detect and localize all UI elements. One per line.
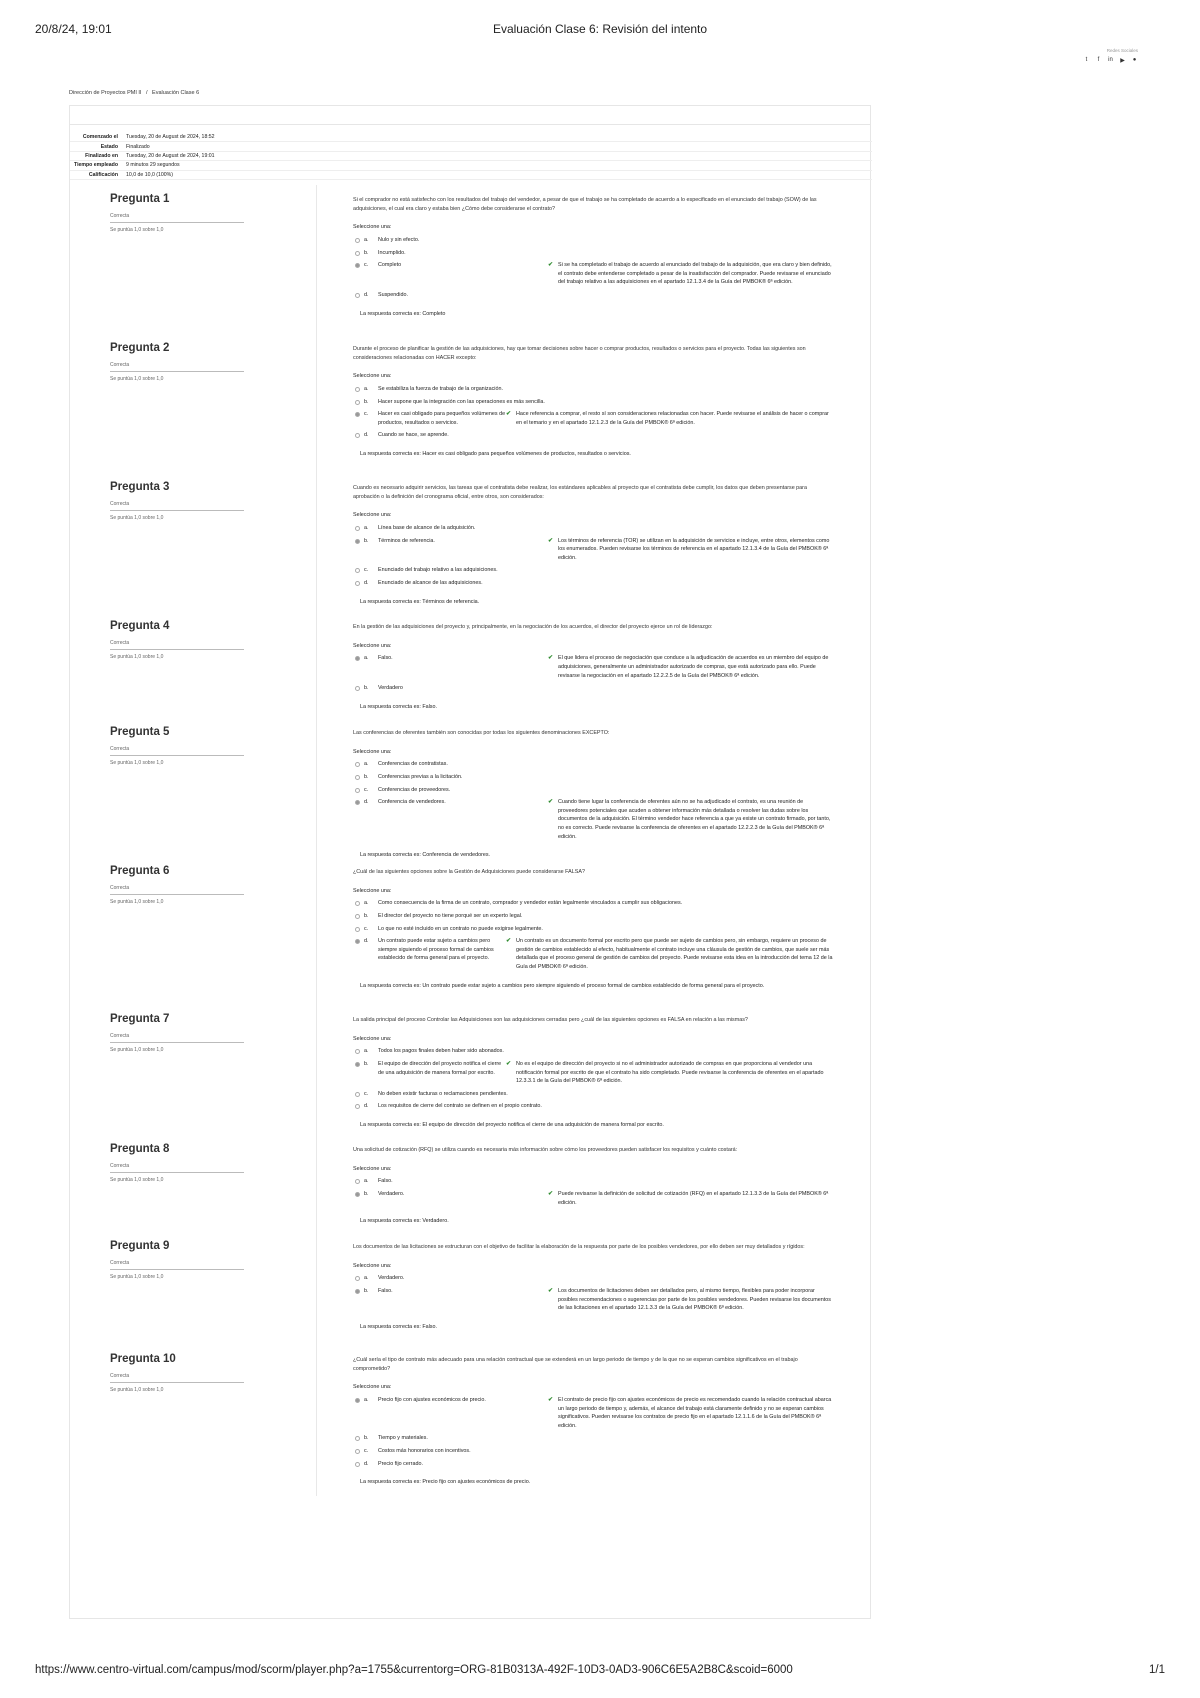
answer-option[interactable] xyxy=(353,1396,834,1431)
option-label: Hacer es casi obligado para pequeños volúmenes de productos, resultados o servicios. xyxy=(378,411,506,426)
question-number: Pregunta 9 xyxy=(110,1240,170,1252)
option-label: Conferencias de contratistas. xyxy=(378,761,448,768)
radio-button[interactable] xyxy=(355,1049,360,1054)
correct-check-icon: ✔ xyxy=(548,537,554,544)
option-letter: b. xyxy=(364,1190,369,1197)
option-label: Falso. xyxy=(378,1178,393,1185)
print-url: https://www.centro-virtual.com/campus/mod/scorm/player.php?a=1755&currentorg=ORG-81B0313A-492F-10D3-0AD3-906C6E5A2B8C&scoid=6000 xyxy=(35,1664,793,1676)
question-block xyxy=(70,612,872,718)
question-grade: Se puntúa 1,0 sobre 1,0 xyxy=(110,899,164,905)
option-label: Conferencias previas a la licitación. xyxy=(378,773,463,780)
summary-value: Tuesday, 20 de August de 2024, 19:01 xyxy=(122,151,872,160)
answer-option[interactable] xyxy=(353,1060,834,1086)
question-grade: Se puntúa 1,0 sobre 1,0 xyxy=(110,1274,164,1280)
option-label: Cuando se hace, se aprende. xyxy=(378,432,449,439)
option-label: Falso. xyxy=(378,1287,393,1294)
answer-option[interactable] xyxy=(353,798,834,841)
radio-button[interactable] xyxy=(355,939,360,944)
question-state: Correcta xyxy=(110,1033,244,1043)
answer-option[interactable] xyxy=(353,1447,834,1456)
print-footer xyxy=(35,1664,1165,1680)
option-letter: b. xyxy=(364,685,369,692)
breadcrumb-separator: / xyxy=(145,90,148,96)
radio-button[interactable] xyxy=(355,762,360,767)
option-label: Verdadero. xyxy=(378,1190,405,1197)
question-content xyxy=(316,1005,872,1135)
option-label: Completo xyxy=(378,262,402,269)
print-header xyxy=(35,22,1165,38)
option-feedback: Hace referencia a comprar, el resto sí son consideraciones relacionadas con hacer. Puede revisarse el análisis de hacer o comprar en el temario y en el apartado 12.1.2.3 de la Guía del PMBOK® 6ª edición. xyxy=(516,411,829,426)
question-content xyxy=(316,1232,872,1345)
question-state: Correcta xyxy=(110,885,244,895)
radio-button[interactable] xyxy=(355,1449,360,1454)
question-state: Correcta xyxy=(110,1373,244,1383)
social-icon-row xyxy=(1083,57,1138,64)
answer-option[interactable] xyxy=(353,249,834,258)
radio-button[interactable] xyxy=(355,656,360,661)
option-letter: d. xyxy=(364,432,369,439)
radio-button[interactable] xyxy=(355,1192,360,1197)
question-info xyxy=(70,473,316,612)
radio-button[interactable] xyxy=(355,400,360,405)
answer-option[interactable] xyxy=(353,899,834,908)
question-text: Durante el proceso de planificar la gestión de las adquisiciones, hay que tomar decisiones sobre hacer o comprar productos, resultados o servicios para el proyecto. Todas las siguientes son consideraciones relacionadas con HACER excepto: xyxy=(353,346,806,361)
option-label: Costos más honorarios con incentivos. xyxy=(378,1448,471,1455)
answer-option[interactable] xyxy=(353,773,834,782)
summary-row xyxy=(70,142,872,151)
review-topbar xyxy=(70,108,870,125)
correct-check-icon: ✔ xyxy=(548,1190,554,1197)
option-label: El director del proyecto no tiene porqué ser un experto legal. xyxy=(378,912,523,919)
print-title: Evaluación Clase 6: Revisión del intento xyxy=(492,22,708,36)
question-state: Correcta xyxy=(110,640,244,650)
correct-answer-text: La respuesta correcta es: Conferencia de vendedores. xyxy=(360,852,491,859)
answer-option[interactable] xyxy=(353,786,834,795)
twitter-icon[interactable]: t xyxy=(1085,57,1088,63)
option-label: Línea base de alcance de la adquisición. xyxy=(378,524,476,531)
option-letter: d. xyxy=(364,799,369,806)
question-content xyxy=(316,185,872,334)
answer-option[interactable] xyxy=(353,410,834,427)
summary-value: 10,0 de 10,0 (100%) xyxy=(122,170,872,179)
option-letter: a. xyxy=(364,900,369,907)
option-label: Los requisitos de cierre del contrato se definen en el propio contrato. xyxy=(378,1103,542,1110)
question-block xyxy=(70,473,872,612)
option-letter: c. xyxy=(364,786,369,793)
question-block xyxy=(70,1005,872,1135)
question-block xyxy=(70,1232,872,1345)
answer-option[interactable] xyxy=(353,760,834,769)
radio-button[interactable] xyxy=(355,800,360,805)
quiz-review-panel xyxy=(69,105,871,1619)
question-text: Cuando es necesario adquirir servicios, las tareas que el contratista debe realizar, los estándares aplicables al proyecto que el contratista debe cumplir, los datos que deben presentarse para aprobación o la definición del cronograma oficial, entre otros, son considerados: xyxy=(353,485,807,500)
radio-button[interactable] xyxy=(355,1276,360,1281)
print-page-count: 1/1 xyxy=(1149,1664,1165,1676)
answer-option[interactable] xyxy=(353,912,834,921)
answer-option[interactable] xyxy=(353,654,834,680)
question-number: Pregunta 4 xyxy=(110,620,170,632)
answer-prompt: Seleccione una: xyxy=(353,1035,392,1042)
question-text: ¿Cuál de las siguientes opciones sobre la Gestión de Adquisiciones puede considerarse FALSA? xyxy=(353,869,585,875)
option-feedback: El que lidera el proceso de negociación que conduce a la adjudicación de acuerdos es un miembro del equipo de adquisiciones, generalmente un administrador autorizado de compras, que está autorizado para ello. Puede revisarse la negociación en el apartado 12.2.2.5 de la Guía del PMBOK® 6ª edición. xyxy=(558,655,829,679)
option-feedback: El contrato de precio fijo con ajustes económicos de precio es recomendado cuando la relación contractual abarca un largo periodo de tiempo y, además, el alcance del trabajo está claramente definido y no se esperan cambios significativos. Pueden revisarse los contratos de precio fijo en el apartado 12.1.1.6 de la Guía del PMBOK® 6ª edición. xyxy=(558,1396,832,1429)
question-state: Correcta xyxy=(110,362,244,372)
option-label: Precio fijo con ajustes económicos de precio. xyxy=(378,1396,486,1403)
radio-button[interactable] xyxy=(355,526,360,531)
option-letter: b. xyxy=(364,912,369,919)
question-block xyxy=(70,1135,872,1232)
question-grade: Se puntúa 1,0 sobre 1,0 xyxy=(110,515,164,521)
correct-check-icon: ✔ xyxy=(548,1287,554,1294)
summary-key: Tiempo empleado xyxy=(70,161,122,170)
answer-option[interactable] xyxy=(353,1434,834,1443)
question-block xyxy=(70,185,872,334)
question-number: Pregunta 10 xyxy=(110,1353,176,1365)
radio-button[interactable] xyxy=(355,412,360,417)
option-letter: c. xyxy=(364,1448,369,1455)
option-feedback: Cuando tiene lugar la conferencia de oferentes aún no se ha adjudicado el contrato, es una reunión de proveedores potenciales que acuden a obtener información más detallada o resolver las dudas sobre los documentos de la adquisición. El término vendedor hace referencia a que ya existe un contrato firmado, por tanto, no es correcto. Puede revisarse la conferencia de oferentes en el apartado 12.2.2.3 de la Guía del PMBOK® 6ª edición. xyxy=(558,799,831,840)
question-grade: Se puntúa 1,0 sobre 1,0 xyxy=(110,654,164,660)
option-letter: c. xyxy=(364,567,369,574)
question-number: Pregunta 7 xyxy=(110,1013,170,1025)
summary-key: Estado xyxy=(70,142,122,151)
option-letter: b. xyxy=(364,537,369,544)
breadcrumb-current[interactable]: Evaluación Clase 6 xyxy=(152,90,200,96)
summary-value: 9 minutos 29 segundos xyxy=(122,161,872,170)
option-letter: a. xyxy=(364,1396,369,1403)
question-grade: Se puntúa 1,0 sobre 1,0 xyxy=(110,1047,164,1053)
question-state: Correcta xyxy=(110,501,244,511)
option-letter: b. xyxy=(364,773,369,780)
answer-option[interactable] xyxy=(353,524,834,533)
question-info xyxy=(70,334,316,473)
question-number: Pregunta 1 xyxy=(110,193,170,205)
linkedin-icon[interactable]: in xyxy=(1108,57,1113,63)
question-info xyxy=(70,1345,316,1496)
option-letter: b. xyxy=(364,1435,369,1442)
answer-option[interactable] xyxy=(353,1090,834,1099)
question-state: Correcta xyxy=(110,1260,244,1270)
radio-button[interactable] xyxy=(355,1289,360,1294)
question-info xyxy=(70,612,316,718)
question-content xyxy=(316,612,872,718)
radio-button[interactable] xyxy=(355,433,360,438)
option-label: Conferencias de proveedores. xyxy=(378,786,451,793)
radio-button[interactable] xyxy=(355,293,360,298)
option-letter: a. xyxy=(364,236,369,243)
question-info xyxy=(70,718,316,857)
correct-answer-text: La respuesta correcta es: Falso. xyxy=(360,703,438,710)
question-number: Pregunta 3 xyxy=(110,481,170,493)
answer-prompt: Seleccione una: xyxy=(353,1262,392,1269)
option-letter: a. xyxy=(364,761,369,768)
answer-option[interactable] xyxy=(353,385,834,394)
summary-row xyxy=(70,170,872,179)
option-letter: b. xyxy=(364,398,369,405)
correct-answer-text: La respuesta correcta es: Términos de referencia. xyxy=(360,598,480,605)
option-letter: d. xyxy=(364,1460,369,1467)
question-info xyxy=(70,1232,316,1345)
facebook-icon[interactable]: f xyxy=(1097,57,1100,63)
summary-key: Finalizado en xyxy=(70,151,122,160)
radio-button[interactable] xyxy=(355,1398,360,1403)
radio-button[interactable] xyxy=(355,1092,360,1097)
summary-value: Finalizado xyxy=(122,142,872,151)
correct-answer-text: La respuesta correcta es: Completo xyxy=(360,310,446,317)
question-text: La salida principal del proceso Controlar las Adquisiciones son las adquisiciones cerradas pero ¿cuál de las siguientes opciones es FALSA en relación a las mismas? xyxy=(353,1017,748,1023)
option-letter: c. xyxy=(364,262,369,269)
option-label: Verdadero. xyxy=(378,1275,405,1282)
option-label: Falso. xyxy=(378,655,393,662)
radio-button[interactable] xyxy=(355,788,360,793)
option-letter: a. xyxy=(364,385,369,392)
answer-option[interactable] xyxy=(353,684,834,693)
option-label: El equipo de dirección del proyecto notifica el cierre de una adquisición de manera formal por escrito. xyxy=(378,1060,502,1076)
question-block xyxy=(70,334,872,473)
answer-option[interactable] xyxy=(353,566,834,575)
option-label: Suspendido. xyxy=(378,292,408,299)
question-info xyxy=(70,1135,316,1232)
radio-button[interactable] xyxy=(355,901,360,906)
option-letter: b. xyxy=(364,1060,369,1067)
question-content xyxy=(316,1135,872,1232)
answer-option[interactable] xyxy=(353,431,834,440)
answer-option[interactable] xyxy=(353,537,834,563)
option-letter: b. xyxy=(364,249,369,256)
question-state: Correcta xyxy=(110,746,244,756)
radio-button[interactable] xyxy=(355,581,360,586)
question-grade: Se puntúa 1,0 sobre 1,0 xyxy=(110,1387,164,1393)
option-letter: a. xyxy=(364,1178,369,1185)
radio-button[interactable] xyxy=(355,387,360,392)
option-label: Enunciado del trabajo relativo a las adquisiciones. xyxy=(378,567,498,574)
option-feedback: Los documentos de licitaciones deben ser detallados pero, al mismo tiempo, flexibles para poder incorporar posibles recomendaciones o sugerencias por parte de los posibles vendedores. Pueden revisarse los documentos de las licitaciones en el apartado 12.1.3.3 de la Guía del PMBOK® 6ª edición. xyxy=(558,1287,831,1312)
answer-option[interactable] xyxy=(353,1047,834,1056)
answer-prompt: Seleccione una: xyxy=(353,1384,392,1391)
answer-option[interactable] xyxy=(353,1274,834,1283)
question-text: En la gestión de las adquisiciones del proyecto y, principalmente, en la negociación de los acuerdos, el director del proyecto ejerce un rol de liderazgo: xyxy=(353,624,713,630)
question-text: ¿Cuál sería el tipo de contrato más adecuado para una relación contractual que se extenderá en un largo periodo de tiempo y de la que no se esperan cambios significativos en el trabajo comprometido? xyxy=(353,1357,798,1372)
option-letter: d. xyxy=(364,580,369,587)
option-letter: a. xyxy=(364,1048,369,1055)
question-content xyxy=(316,718,872,857)
question-block xyxy=(70,857,872,1005)
youtube-icon[interactable]: ▶ xyxy=(1120,58,1125,64)
question-list xyxy=(70,185,872,1496)
answer-option[interactable] xyxy=(353,579,834,588)
answer-prompt: Seleccione una: xyxy=(353,373,392,380)
option-label: Hacer supone que la integración con las operaciones es más sencilla. xyxy=(378,398,545,405)
answer-option[interactable] xyxy=(353,937,834,972)
option-letter: d. xyxy=(364,938,369,945)
answer-option[interactable] xyxy=(353,291,834,300)
radio-button[interactable] xyxy=(355,686,360,691)
question-content xyxy=(316,334,872,473)
question-number: Pregunta 5 xyxy=(110,726,170,738)
answer-prompt: Seleccione una: xyxy=(353,887,392,894)
answer-option[interactable] xyxy=(353,236,834,245)
radio-button[interactable] xyxy=(355,1179,360,1184)
attempt-summary-table xyxy=(70,133,872,180)
correct-check-icon: ✔ xyxy=(548,1396,554,1403)
radio-button[interactable] xyxy=(355,775,360,780)
radio-button[interactable] xyxy=(355,927,360,932)
answer-option[interactable] xyxy=(353,1177,834,1186)
option-feedback: Si se ha completado el trabajo de acuerdo al enunciado del trabajo de la adquisición, que era claro y bien definido, el contrato debe entenderse completado a pesar de la insatisfacción del comprador. Puede revisarse el enunciado del trabajo relativo a las adquisiciones en el apartado 12.1.3.4 de la Guía del PMBOK® 6ª edición. xyxy=(558,262,832,286)
social-label: Redes Sociales xyxy=(1106,48,1138,53)
question-grade: Se puntúa 1,0 sobre 1,0 xyxy=(110,760,164,766)
option-label: Todos los pagos finales deben haber sido abonados. xyxy=(378,1048,504,1055)
answer-option[interactable] xyxy=(353,1460,834,1469)
radio-button[interactable] xyxy=(355,914,360,919)
correct-check-icon: ✔ xyxy=(548,799,554,806)
option-letter: d. xyxy=(364,292,369,299)
answer-option[interactable] xyxy=(353,1287,834,1313)
correct-check-icon: ✔ xyxy=(548,655,554,662)
print-date: 20/8/24, 19:01 xyxy=(35,22,112,36)
question-text: Los documentos de las licitaciones se estructuran con el objetivo de facilitar la elaboración de la respuesta por parte de los posibles vendedores, por ello deben ser muy detallados y rígidos: xyxy=(353,1244,805,1250)
summary-value: Tuesday, 20 de August de 2024, 18:52 xyxy=(122,133,872,142)
question-state: Correcta xyxy=(110,1163,244,1173)
radio-button[interactable] xyxy=(355,539,360,544)
option-label: Tiempo y materiales. xyxy=(378,1435,428,1442)
question-number: Pregunta 6 xyxy=(110,865,170,877)
question-number: Pregunta 8 xyxy=(110,1143,170,1155)
answer-option[interactable] xyxy=(353,1190,834,1207)
option-feedback: No es el equipo de dirección del proyecto si no el administrador autorizado de compras en que proporciona al vendedor una notificación formal por escrito de que el contrato ha sido completado. Puede revisarse la conferencia de oferentes en el apartado 12.3.3.1 de la Guía del PMBOK® 6ª edición. xyxy=(516,1060,824,1085)
correct-answer-text: La respuesta correcta es: Falso. xyxy=(360,1323,438,1330)
summary-row xyxy=(70,133,872,142)
question-number: Pregunta 2 xyxy=(110,342,170,354)
correct-answer-text: La respuesta correcta es: Un contrato puede estar sujeto a cambios pero siempre siguiendo el proceso formal de cambios establecido de forma general para el proyecto. xyxy=(360,982,765,989)
correct-answer-text: La respuesta correcta es: Precio fijo con ajustes económicos de precio. xyxy=(360,1479,531,1486)
correct-check-icon: ✔ xyxy=(506,938,512,945)
breadcrumb-course-link[interactable]: Dirección de Proyectos PMI II xyxy=(69,90,142,96)
option-feedback: Los términos de referencia (TOR) se utilizan en la adquisición de servicios e incluye, entre otros, elementos como los enumerados. Pueden revisarse los términos de referencia en el apartado 12.1.3.4 de la Guía del PMBOK® 6ª edición. xyxy=(558,537,830,561)
answer-option[interactable] xyxy=(353,261,834,287)
option-feedback: Puede revisarse la definición de solicitud de cotización (RFQ) en el apartado 12.1.3.3 de la Guía del PMBOK® 6ª edición. xyxy=(558,1190,829,1206)
option-label: Incumplido. xyxy=(378,249,406,256)
summary-row xyxy=(70,151,872,160)
question-block xyxy=(70,718,872,857)
correct-answer-text: La respuesta correcta es: Hacer es casi obligado para pequeños volúmenes de productos, resultados o servicios. xyxy=(360,451,631,458)
radio-button[interactable] xyxy=(355,238,360,243)
option-label: Se estabiliza la fuerza de trabajo de la organización. xyxy=(378,385,503,392)
option-label: Verdadero xyxy=(378,685,403,692)
option-letter: c. xyxy=(364,1090,369,1097)
correct-check-icon: ✔ xyxy=(506,1060,512,1067)
summary-key: Calificación xyxy=(70,170,122,179)
question-text: Si el comprador no está satisfecho con los resultados del trabajo del vendedor, a pesar de que el trabajo se ha completado de acuerdo a lo especificado en el enunciado del trabajo (SOW) de las adquisiciones, el cual era claro y estaba bien ¿Cómo debe considerarse el contrato? xyxy=(353,197,817,212)
question-grade: Se puntúa 1,0 sobre 1,0 xyxy=(110,1177,164,1183)
option-label: Conferencia de vendedores. xyxy=(378,799,446,806)
radio-button[interactable] xyxy=(355,1462,360,1467)
correct-answer-text: La respuesta correcta es: El equipo de dirección del proyecto notifica el cierre de una adquisición de manera formal por escrito. xyxy=(360,1122,664,1129)
option-label: Un contrato puede estar sujeto a cambios pero siempre siguiendo el proceso formal de cambios establecido de forma general para el proyecto. xyxy=(378,938,494,962)
radio-button[interactable] xyxy=(355,251,360,256)
option-label: Enunciado de alcance de las adquisiciones. xyxy=(378,580,483,587)
question-text: Las conferencias de oferentes también son conocidas por todas los siguientes denominaciones EXCEPTO: xyxy=(353,730,610,736)
correct-check-icon: ✔ xyxy=(506,411,512,418)
radio-button[interactable] xyxy=(355,1436,360,1441)
question-grade: Se puntúa 1,0 sobre 1,0 xyxy=(110,376,164,382)
radio-button[interactable] xyxy=(355,568,360,573)
option-label: Precio fijo cerrado. xyxy=(378,1460,423,1467)
option-feedback: Un contrato es un documento formal por escrito pero que puede ser sujeto de cambios pero, sin embargo, requiere un proceso de gestión de cambios establecido al efecto, habitualmente el contrato incluye una cláusula de gestión de cambios, que suele ser más detallada que el proceso general de gestión de cambios del proyecto. Puede revisarse esta idea en la introducción del tema 12 de la Guía del PMBOK® 6ª edición. xyxy=(516,938,833,971)
question-content xyxy=(316,857,872,1005)
option-label: Como consecuencia de la firma de un contrato, comprador y vendedor están legalmente vinculados a cumplir sus obligaciones. xyxy=(378,900,683,907)
question-block xyxy=(70,1345,872,1496)
option-letter: c. xyxy=(364,411,369,418)
question-grade: Se puntúa 1,0 sobre 1,0 xyxy=(110,227,164,233)
question-info xyxy=(70,1005,316,1135)
summary-row xyxy=(70,161,872,170)
radio-button[interactable] xyxy=(355,1104,360,1109)
option-letter: b. xyxy=(364,1287,369,1294)
answer-prompt: Seleccione una: xyxy=(353,642,392,649)
question-info xyxy=(70,185,316,334)
answer-prompt: Seleccione una: xyxy=(353,748,392,755)
answer-option[interactable] xyxy=(353,925,834,934)
option-letter: a. xyxy=(364,1275,369,1282)
question-content xyxy=(316,1345,872,1496)
option-label: Lo que no esté incluido en un contrato no puede exigirse legalmente. xyxy=(378,925,543,932)
option-label: No deben existir facturas o reclamaciones pendientes. xyxy=(378,1090,508,1097)
answer-prompt: Seleccione una: xyxy=(353,224,392,231)
option-letter: d. xyxy=(364,1103,369,1110)
answer-prompt: Seleccione una: xyxy=(353,1165,392,1172)
question-content xyxy=(316,473,872,612)
social-links xyxy=(1083,48,1138,64)
globe-icon[interactable]: ● xyxy=(1132,57,1137,63)
summary-key: Comenzado el xyxy=(70,133,122,142)
question-state: Correcta xyxy=(110,213,244,223)
answer-option[interactable] xyxy=(353,1102,834,1111)
option-letter: a. xyxy=(364,655,369,662)
option-letter: a. xyxy=(364,524,369,531)
radio-button[interactable] xyxy=(355,263,360,268)
option-letter: c. xyxy=(364,925,369,932)
answer-option[interactable] xyxy=(353,398,834,407)
option-label: Nulo y sin efecto. xyxy=(378,236,420,243)
radio-button[interactable] xyxy=(355,1062,360,1067)
breadcrumb xyxy=(69,90,202,96)
question-info xyxy=(70,857,316,1005)
answer-prompt: Seleccione una: xyxy=(353,512,392,519)
option-label: Términos de referencia. xyxy=(378,537,435,544)
correct-answer-text: La respuesta correcta es: Verdadero. xyxy=(360,1218,449,1225)
correct-check-icon: ✔ xyxy=(548,262,554,269)
question-text: Una solicitud de cotización (RFQ) se utiliza cuando es necesaria más información sobre cómo los proveedores pueden satisfacer los requisitos y cuánto costará: xyxy=(353,1147,738,1153)
